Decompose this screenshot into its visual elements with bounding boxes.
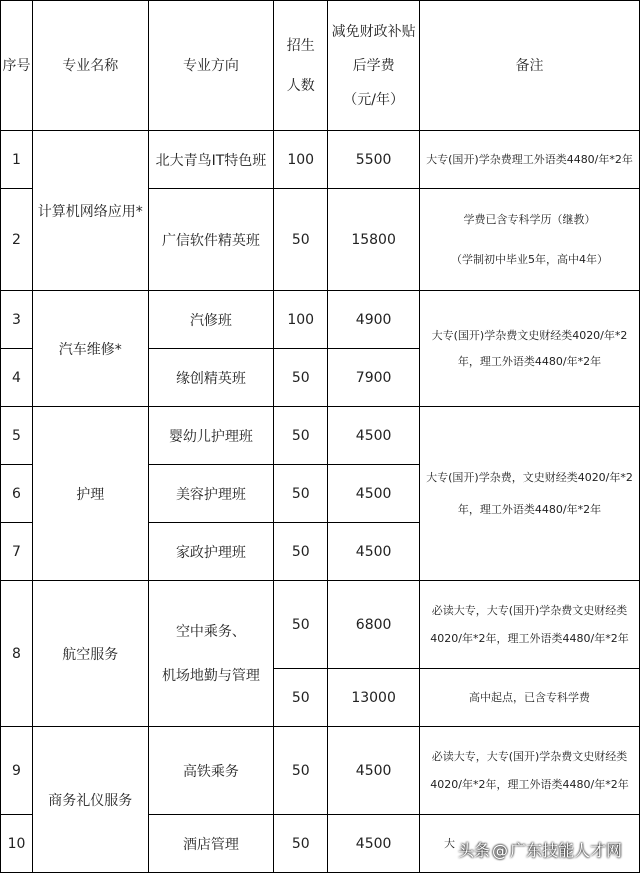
major-cell: 汽车维修* — [32, 291, 148, 407]
watermark-name: 广东技能人才网 — [510, 841, 623, 860]
direction-cell: 酒店管理 — [148, 815, 274, 873]
header-direction: 专业方向 — [148, 1, 274, 131]
seq-cell: 10 — [1, 815, 33, 873]
seq-cell: 2 — [1, 189, 33, 291]
seq-cell: 4 — [1, 349, 33, 407]
note-line: 大专(国开)学杂费文史财经类4020/年*2 — [431, 328, 628, 342]
table-row — [1, 407, 640, 465]
watermark — [458, 834, 640, 868]
header-enroll-line2: 人数 — [286, 77, 315, 94]
major-cell: 计算机网络应用* — [32, 131, 148, 291]
direction-cell: 广信软件精英班 — [148, 189, 274, 291]
table-row — [1, 581, 640, 669]
fee-cell: 4500 — [328, 523, 420, 581]
direction-cell: 汽修班 — [148, 291, 274, 349]
fee-cell: 4500 — [328, 407, 420, 465]
fee-cell: 4500 — [328, 815, 420, 873]
watermark-at: @ — [492, 841, 509, 860]
fee-cell: 15800 — [328, 189, 420, 291]
header-fee — [328, 1, 420, 131]
header-fee-line2: 后学费 — [352, 57, 395, 74]
note-line: 年，理工外语类4480/年*2年 — [457, 354, 602, 368]
note-cell — [420, 291, 640, 407]
fee-cell: 6800 — [328, 581, 420, 669]
note-line: 学费已含专科学历（继教） — [463, 212, 596, 226]
enroll-cell: 100 — [274, 131, 328, 189]
header-row — [1, 1, 640, 131]
note-cell — [420, 581, 640, 669]
enroll-cell: 50 — [274, 727, 328, 815]
header-fee-line3: （元/年） — [343, 91, 404, 108]
direction-cell: 婴幼儿护理班 — [148, 407, 274, 465]
seq-cell: 1 — [1, 131, 33, 189]
major-cell: 商务礼仪服务 — [32, 727, 148, 873]
header-note: 备注 — [420, 1, 640, 131]
header-enroll — [274, 1, 328, 131]
table-row — [1, 131, 640, 189]
seq-cell: 5 — [1, 407, 33, 465]
note-line: 必读大专，大专(国开)学杂费文史财经类 — [431, 749, 628, 763]
direction-cell: 美容护理班 — [148, 465, 274, 523]
seq-cell: 7 — [1, 523, 33, 581]
direction-cell: 缘创精英班 — [148, 349, 274, 407]
enroll-cell: 50 — [274, 465, 328, 523]
enroll-cell: 50 — [274, 349, 328, 407]
header-seq: 序号 — [1, 1, 33, 131]
fee-cell: 7900 — [328, 349, 420, 407]
note-cell: 大 — [420, 815, 640, 873]
table-row — [1, 727, 640, 815]
fee-cell: 5500 — [328, 131, 420, 189]
watermark-prefix: 头条 — [458, 841, 491, 860]
note-line: （学制初中毕业5年，高中4年） — [451, 252, 608, 266]
fee-cell: 13000 — [328, 669, 420, 727]
table-row — [1, 291, 640, 349]
seq-cell: 9 — [1, 727, 33, 815]
header-fee-line1: 减免财政补贴 — [331, 23, 416, 40]
seq-cell: 6 — [1, 465, 33, 523]
note-line: 4020/年*2年，理工外语类4480/年*2年 — [430, 777, 629, 791]
header-major: 专业名称 — [32, 1, 148, 131]
enroll-cell: 50 — [274, 815, 328, 873]
enroll-cell: 50 — [274, 581, 328, 669]
fee-cell: 4500 — [328, 465, 420, 523]
direction-line: 机场地勤与管理 — [161, 667, 260, 684]
note-cell — [420, 189, 640, 291]
enroll-cell: 100 — [274, 291, 328, 349]
note-cell: 大专(国开)学杂费理工外语类4480/年*2年 — [420, 131, 640, 189]
note-line: 必读大专，大专(国开)学杂费文史财经类 — [431, 603, 628, 617]
note-line: 年，理工外语类4480/年*2年 — [457, 502, 602, 516]
enroll-cell: 50 — [274, 189, 328, 291]
fee-cell: 4500 — [328, 727, 420, 815]
direction-cell — [148, 581, 274, 727]
note-cell — [420, 727, 640, 815]
enroll-cell: 50 — [274, 523, 328, 581]
direction-cell: 北大青鸟IT特色班 — [148, 131, 274, 189]
note-cell: 高中起点，已含专科学费 — [420, 669, 640, 727]
major-cell: 航空服务 — [32, 581, 148, 727]
fee-cell: 4900 — [328, 291, 420, 349]
note-line: 大专(国开)学杂费，文史财经类4020/年*2 — [426, 470, 633, 484]
direction-cell: 家政护理班 — [148, 523, 274, 581]
seq-cell: 3 — [1, 291, 33, 349]
enroll-cell: 50 — [274, 669, 328, 727]
note-line: 4020/年*2年，理工外语类4480/年*2年 — [430, 631, 629, 645]
header-enroll-line1: 招生 — [286, 37, 315, 54]
seq-cell: 8 — [1, 581, 33, 727]
major-cell: 护理 — [32, 407, 148, 581]
direction-line: 空中乘务、 — [175, 623, 246, 640]
direction-cell: 高铁乘务 — [148, 727, 274, 815]
enroll-cell: 50 — [274, 407, 328, 465]
note-cell — [420, 407, 640, 581]
